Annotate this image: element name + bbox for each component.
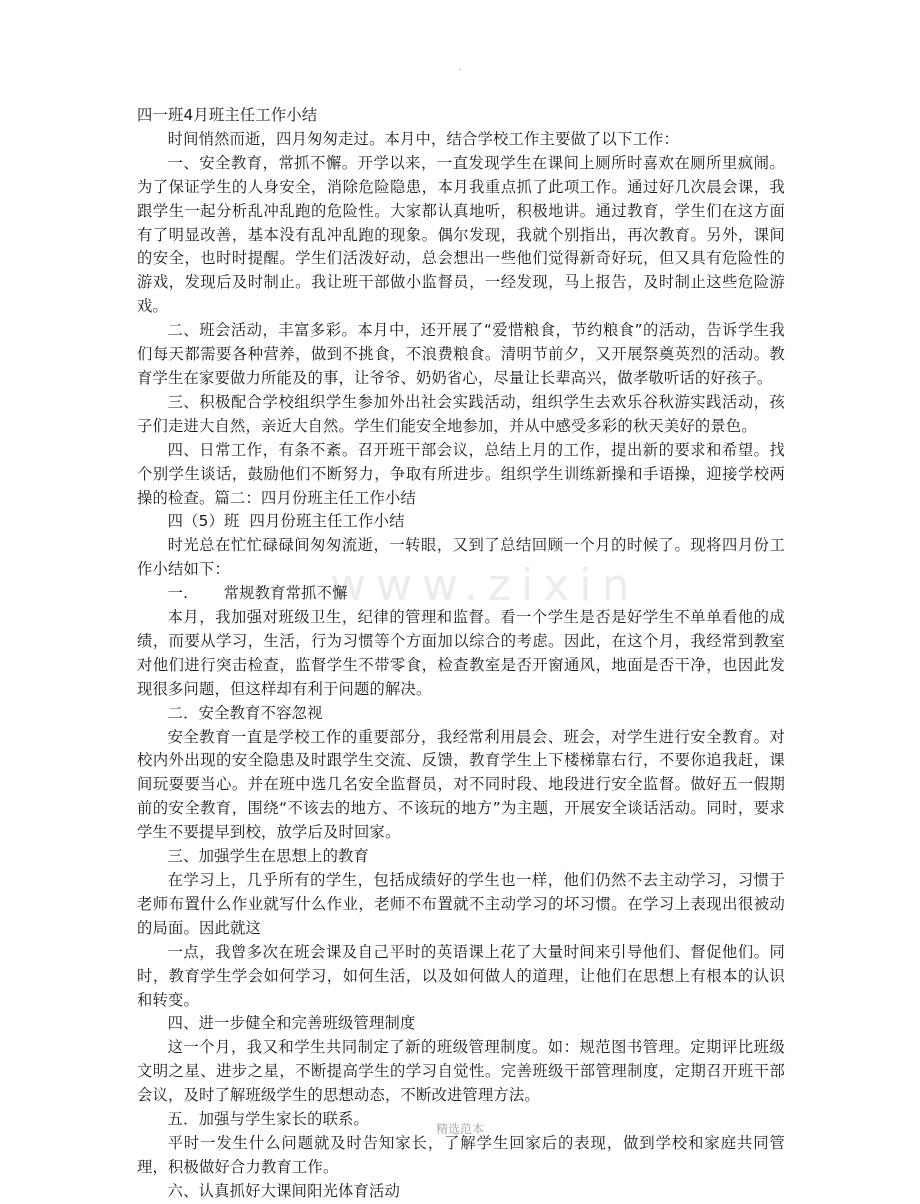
watermark: www.zixin (330, 560, 640, 611)
section-heading: 二．安全教育不容忽视 (167, 703, 323, 722)
section-heading: 三、加强学生在思想上的教育 (167, 847, 370, 866)
paragraph: 安全教育一直是学校工作的重要部分，我经常利用晨会、班会，对学生进行安全教育。对校内外出现的安全隐患及时跟学生交流、反馈，教育学生上下楼梯靠右行，不要你追我赶，课间玩耍要当心。并在班中选几名安全监督员，对不同时段、地段进行安全监督。做好五一假期前的安全教育，围绕“不该去的地方、不该玩的地方”为主题，开展安全谈话活动。同时，要求学生不要提早到校，放学后及时回家。 (137, 727, 785, 842)
section-heading: 六、认真抓好大课间阳光体育活动 (167, 1181, 401, 1200)
section-heading: 一. 常规教育常抓不懈 (167, 584, 348, 603)
paragraph: 平时一发生什么问题就及时告知家长，了解学生回家后的表现，做到学校和家庭共同管理，积极做好合力教育工作。 (137, 1133, 785, 1176)
section-heading: 四、进一步健全和完善班级管理制度 (167, 1014, 416, 1033)
paragraph: 四、日常工作，有条不紊。召开班干部会议，总结上月的工作，提出新的要求和希望。找个别学生谈话，鼓励他们不断努力，争取有所进步。组织学生训练新操和手语操，迎接学校两操的检查。篇二：四月份班主任工作小结 (137, 440, 785, 507)
section-heading: 五．加强与学生家长的联系。 (167, 1110, 370, 1129)
paragraph: 三、积极配合学校组织学生参加外出社会实践活动，组织学生去欢乐谷秋游实践活动，孩子们走进大自然，亲近大自然。学生们能安全地参加，并从中感受多彩的秋天美好的景色。 (137, 392, 785, 435)
paragraph: 一点，我曾多次在班会课及自己平时的英语课上花了大量时间来引导他们、督促他们。同时，教育学生学会如何学习，如何生活，以及如何做人的道理，让他们在思想上有根本的认识和转变。 (137, 942, 785, 1009)
paragraph: 在学习上，几乎所有的学生，包括成绩好的学生也一样，他们仍然不去主动学习，习惯于老师布置什么作业就写什么作业，老师不布置就不主动学习的坏习惯。在学习上表现出很被动的局面。因此就这 (137, 871, 785, 937)
paragraph: 本月，我加强对班级卫生，纪律的管理和监督。看一个学生是否是好学生不单单看他的成绩，而要从学习，生活，行为习惯等个方面加以综合的考虑。因此，在这个月，我经常到教室对他们进行突击检查，监督学生不带零食，检查教室是否开窗通风，地面是否干净，也因此发现很多问题，但这样却有利于问题的解决。 (137, 608, 785, 698)
section-heading: 四（5）班 四月份班主任工作小结 (167, 512, 405, 531)
header-dot: . (458, 62, 462, 73)
paragraph: 一、安全教育，常抓不懈。开学以来，一直发现学生在课间上厕所时喜欢在厕所里疯闹。为了保证学生的人身安全，消除危险隐患，本月我重点抓了此项工作。通过好几次晨会课，我跟学生一起分析乱冲乱跑的危险性。大家都认真地听，积极地讲。通过教育，学生们在这方面有了明显改善，基本没有乱冲乱跑的现象。偶尔发现，我就个别指出，再次教育。另外，课间的安全，也时时提醒。学生们活泼好动，总会想出一些他们觉得新奇好玩，但又具有危险性的游戏，发现后及时制止。我让班干部做小监督员，一经发现，马上报告，及时制止这些危险游戏。 (137, 153, 785, 316)
document-title: 四一班4月班主任工作小结 (137, 106, 318, 124)
paragraph: 时光总在忙忙碌碌间匆匆流逝，一转眼，又到了总结回顾一个月的时候了。现将四月份工作小结如下： (137, 536, 785, 579)
document-body (137, 104, 785, 1204)
paragraph: 二、班会活动，丰富多彩。本月中，还开展了“爱惜粮食，节约粮食”的活动，告诉学生我们每天都需要各种营养，做到不挑食，不浪费粮食。清明节前夕，又开展祭奠英烈的活动。教育学生在家要做力所能及的事，让爷爷、奶奶省心，尽量让长辈高兴，做孝敬听话的好孩子。 (137, 321, 785, 387)
page-footer: 精选范本 (435, 1122, 484, 1136)
paragraph: 时间悄然而逝，四月匆匆走过。本月中，结合学校工作主要做了以下工作： (167, 129, 679, 148)
paragraph: 这一个月，我又和学生共同制定了新的班级管理制度。如：规范图书管理。定期评比班级文明之星、进步之星，不断提高学生的学习自觉性。完善班级干部管理制度，定期召开班干部会议，及时了解班级学生的思想动态，不断改进管理方法。 (137, 1038, 785, 1105)
